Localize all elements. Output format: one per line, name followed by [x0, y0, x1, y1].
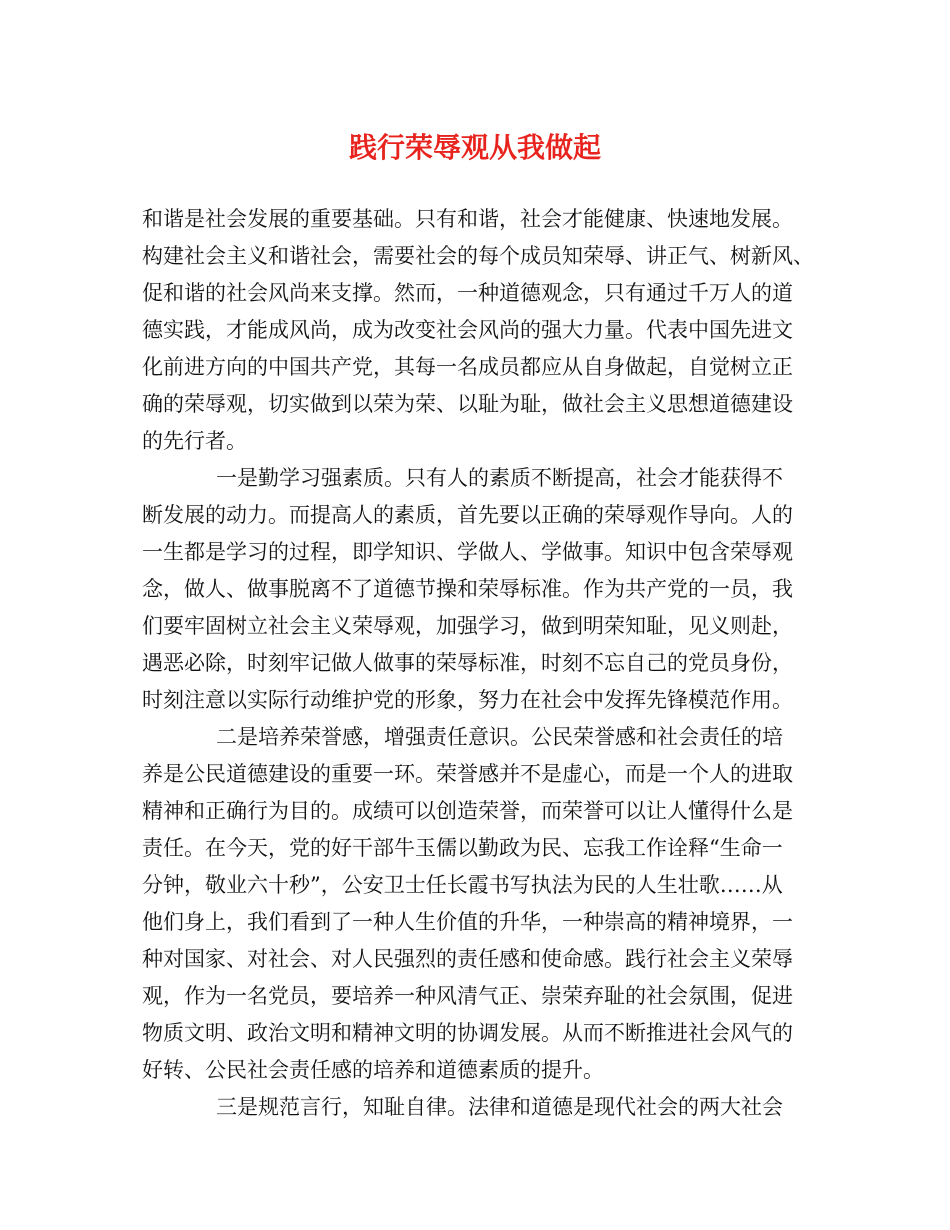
paragraph-line: 三是规范言行，知耻自律。法律和道德是现代社会的两大社会	[216, 1095, 783, 1119]
paragraph-line: 促和谐的社会风尚来支撑。然而，一种道德观念，只有通过千万人的道	[142, 281, 793, 305]
paragraph-line: 二是培养荣誉感，增强责任意识。公民荣誉感和社会责任的培	[216, 725, 783, 749]
paragraph-line: 责任。在今天，党的好干部牛玉儒以勤政为民、忘我工作诠释“生命一	[142, 836, 783, 860]
paragraph-line: 分钟，敬业六十秒”，公安卫士任长霞书写执法为民的人生壮歌……从	[142, 873, 783, 897]
paragraph-line: 构建社会主义和谐社会，需要社会的每个成员知荣辱、讲正气、树新风、	[142, 244, 814, 268]
paragraph-line: 精神和正确行为目的。成绩可以创造荣誉，而荣誉可以让人懂得什么是	[142, 799, 793, 823]
paragraph-line: 一是勤学习强素质。只有人的素质不断提高，社会才能获得不	[216, 466, 783, 490]
paragraph-line: 确的荣辱观，切实做到以荣为荣、以耻为耻，做社会主义思想道德建设	[142, 392, 793, 416]
paragraph-line: 种对国家、对社会、对人民强烈的责任感和使命感。践行社会主义荣辱	[142, 947, 793, 971]
document-title: 践行荣辱观从我做起	[348, 131, 601, 164]
paragraph-line: 念，做人、做事脱离不了道德节操和荣辱标准。作为共产党的一员，我	[142, 577, 793, 601]
paragraph-line: 化前进方向的中国共产党，其每一名成员都应从自身做起，自觉树立正	[142, 355, 793, 379]
paragraph-line: 一生都是学习的过程，即学知识、学做人、学做事。知识中包含荣辱观	[142, 540, 793, 564]
paragraph-line: 遇恶必除，时刻牢记做人做事的荣辱标准，时刻不忘自己的党员身份，	[142, 651, 793, 675]
paragraph-line: 时刻注意以实际行动维护党的形象，努力在社会中发挥先锋模范作用。	[142, 688, 793, 712]
paragraph-line: 的先行者。	[142, 429, 247, 453]
paragraph-line: 观，作为一名党员，要培养一种风清气正、崇荣弃耻的社会氛围，促进	[142, 984, 793, 1008]
paragraph-line: 物质文明、政治文明和精神文明的协调发展。从而不断推进社会风气的	[142, 1021, 793, 1045]
paragraph-line: 德实践，才能成风尚，成为改变社会风尚的强大力量。代表中国先进文	[142, 318, 793, 342]
paragraph-line: 断发展的动力。而提高人的素质，首先要以正确的荣辱观作导向。人的	[142, 503, 793, 527]
paragraph-line: 们要牢固树立社会主义荣辱观，加强学习，做到明荣知耻，见义则赴，	[142, 614, 793, 638]
paragraph-line: 好转、公民社会责任感的培养和道德素质的提升。	[142, 1058, 604, 1082]
paragraph-line: 他们身上，我们看到了一种人生价值的升华，一种崇高的精神境界，一	[142, 910, 793, 934]
paragraph-line: 养是公民道德建设的重要一环。荣誉感并不是虚心，而是一个人的进取	[142, 762, 793, 786]
paragraph-line: 和谐是社会发展的重要基础。只有和谐，社会才能健康、快速地发展。	[142, 207, 793, 231]
